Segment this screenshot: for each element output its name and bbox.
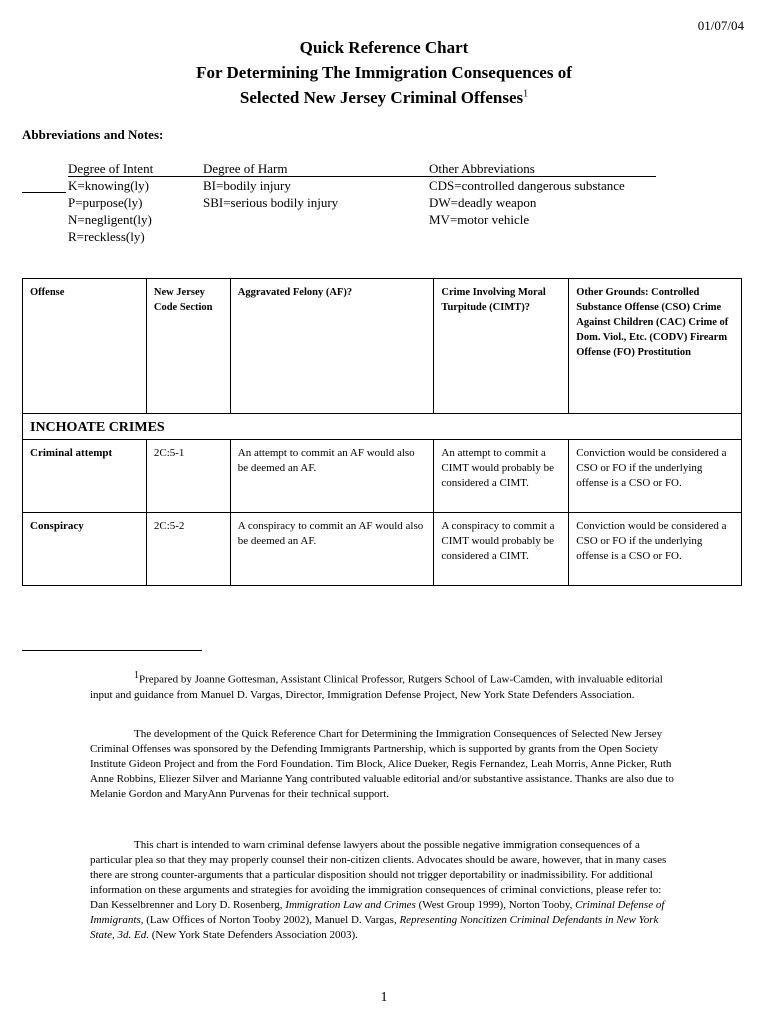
footnote-1-text: Prepared by Joanne Gottesman, Assistant Clinical Professor, Rutgers School of Law-Camden, with invaluable editorial input and guidance from Manuel D. Vargas, Director, Immigration Defense Project, New York State Defenders Association. xyxy=(90,673,663,701)
title-line-3-text: Selected New Jersey Criminal Offenses xyxy=(239,88,524,107)
offense-cell: Criminal attempt xyxy=(23,440,147,513)
table-row xyxy=(23,440,742,513)
harm-item: SBI=serious bodily injury xyxy=(203,195,339,210)
section-heading: INCHOATE CRIMES xyxy=(23,414,742,440)
header-aggravated-felony: Aggravated Felony (AF)? xyxy=(230,279,434,414)
other-grounds-cell: Conviction would be considered a CSO or FO if the underlying offense is a CSO or FO. xyxy=(569,513,742,586)
header-offense: Offense xyxy=(23,279,147,414)
other-abbreviation-item: DW=deadly weapon xyxy=(429,195,537,210)
cimt-cell: An attempt to commit a CIMT would probably be considered a CIMT. xyxy=(434,440,569,513)
title-footnote-marker: 1 xyxy=(523,88,529,100)
reference-chart-table xyxy=(22,278,742,586)
title-line-2: For Determining The Immigration Consequences of xyxy=(196,63,572,82)
header-other-grounds: Other Grounds: Controlled Substance Offense (CSO) Crime Against Children (CAC) Crime of Dom. Viol., Etc. (CODV) Firearm Offense (FO) Prostitution xyxy=(569,279,742,414)
code-cell: 2C:5-2 xyxy=(146,513,230,586)
cimt-cell: A conspiracy to commit a CIMT would probably be considered a CIMT. xyxy=(434,513,569,586)
footnote-3-text-c: (West Group 1999), Norton Tooby, xyxy=(415,899,576,911)
table-row xyxy=(23,513,742,586)
header-code-section: New Jersey Code Section xyxy=(146,279,230,414)
header-cimt: Crime Involving Moral Turpitude (CIMT)? xyxy=(434,279,569,414)
other-abbreviations-heading: Other Abbreviations xyxy=(429,161,535,176)
footnote-3-text-e: (Law Offices of Norton Tooby 2002), Manuel D. Vargas, xyxy=(143,914,400,926)
page-number: 1 xyxy=(380,990,388,1005)
code-cell: 2C:5-1 xyxy=(146,440,230,513)
citation-kesselbrenner-title: Immigration Law and Crimes xyxy=(285,899,416,911)
offense-cell: Conspiracy xyxy=(23,513,147,586)
intent-item: P=purpose(ly) xyxy=(68,195,143,210)
intent-item: K=knowing(ly) xyxy=(68,178,149,193)
af-cell: A conspiracy to commit an AF would also be deemed an AF. xyxy=(230,513,434,586)
harm-item: BI=bodily injury xyxy=(203,178,291,193)
title-line-1: Quick Reference Chart xyxy=(299,38,469,57)
abbreviations-heading: Abbreviations and Notes: xyxy=(22,127,164,142)
intent-item: R=reckless(ly) xyxy=(68,229,145,244)
footnote-paragraph-2 xyxy=(90,727,678,802)
footnote-separator xyxy=(22,650,202,651)
af-cell: An attempt to commit an AF would also be deemed an AF. xyxy=(230,440,434,513)
citation-tooby-title: Criminal Defense of Immigrants, xyxy=(90,899,665,926)
other-abbreviations-column xyxy=(429,160,625,228)
section-row xyxy=(23,414,742,440)
footnote-2-text: The development of the Quick Reference Chart for Determining the Immigration Consequences of Selected New Jersey Criminal Offenses was sponsored by the Defending Immigrants Partnership, which is supported by grants from the Open Society Institute Gideon Project and from the Ford Foundation. Tim Block, Alice Dueker, Regis Fernandez, Leah Morris, Anne Picker, Ruth Anne Robbins, Eliezer Silver and Marianne Yang contributed valuable editorial and/or substantive assistance. Thanks are also due to Melanie Gordon and MaryAnn Purvenas for their technical support. xyxy=(90,728,674,800)
footnote-1 xyxy=(90,668,678,703)
other-abbreviation-item: MV=motor vehicle xyxy=(429,212,530,227)
harm-heading: Degree of Harm xyxy=(203,161,288,176)
title-line-3 xyxy=(0,88,768,108)
footnote-3-text-a: This chart is intended to warn criminal defense lawyers about the possible negative immigration consequences of a particular plea so that they may properly counsel their non-citizen clients. Advocates should be aware, however, that in many cases there are strong counter-arguments that a particular disposition should not trigger deportability or inadmissibility. For additional information on these arguments and strategies for avoiding the immigration consequences of criminal convictions, please refer to: Dan Kesselbrenner and Lory D. Rosenberg, xyxy=(90,839,667,911)
other-grounds-cell: Conviction would be considered a CSO or FO if the underlying offense is a CSO or FO. xyxy=(569,440,742,513)
table-header-row xyxy=(23,279,742,414)
footnote-1-marker: 1 xyxy=(134,670,139,681)
intent-column xyxy=(68,160,153,245)
intent-item: N=negligent(ly) xyxy=(68,212,152,227)
other-abbreviation-item: CDS=controlled dangerous substance xyxy=(429,178,625,193)
footnote-paragraph-3 xyxy=(90,838,678,943)
harm-column xyxy=(203,160,338,211)
citation-vargas-title: Representing Noncitizen Criminal Defendants in New York State, 3d. Ed. xyxy=(90,914,659,941)
intent-heading: Degree of Intent xyxy=(68,161,154,176)
abbreviations-header-rule xyxy=(68,176,656,177)
document-date: 01/07/04 xyxy=(697,18,744,33)
abbreviations-left-rule xyxy=(22,192,66,193)
footnote-3-text-g: (New York State Defenders Association 2003). xyxy=(148,929,358,941)
